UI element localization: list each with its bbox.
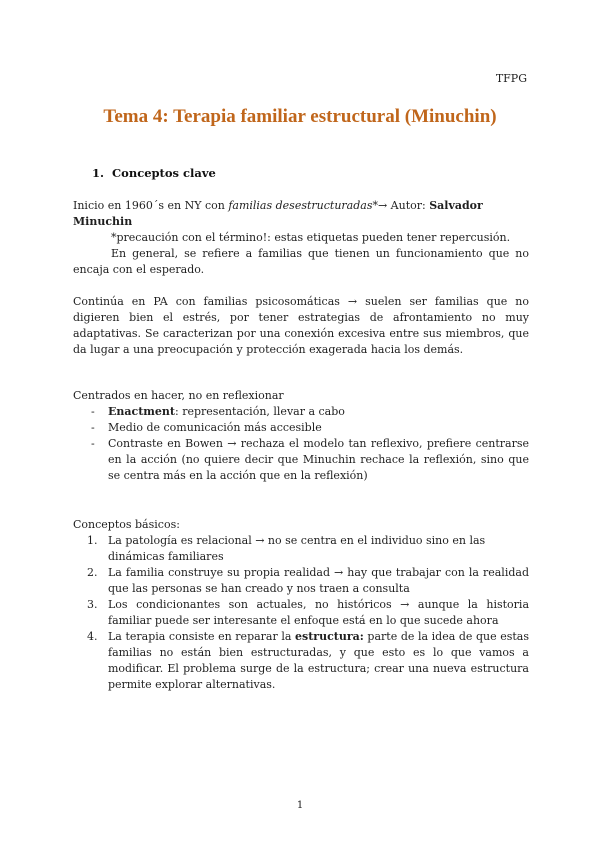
enactment-desc: : representación, llevar a cabo (175, 405, 345, 418)
item-text: La terapia consiste en reparar la (108, 630, 296, 643)
list-item: - Medio de comunicación más accesible (73, 420, 529, 436)
estructura-term: estructura: (295, 630, 364, 643)
list-item (73, 533, 529, 565)
author-name: Salvador Minuchin (73, 199, 483, 228)
item-number: 4. (87, 630, 98, 643)
item-text: parte de la idea de que estas familias no están bien estructuradas, y que esto es lo que vamos a modificar. El problema surge de la estructura; crear una nueva estructura permite explorar alternativas. (108, 630, 530, 691)
section-heading-text: Conceptos clave (112, 166, 216, 180)
item-number: 1. (87, 534, 98, 547)
header-initials: TFPG (495, 72, 527, 85)
list-item (73, 629, 529, 693)
intro-general: En general, se refiere a familias que tienen un funcionamiento que no encaja con el esperado. (73, 247, 529, 276)
enactment-term: Enactment (108, 405, 176, 418)
item-number: 2. (87, 566, 98, 579)
item-number: 3. (87, 598, 98, 611)
intro-note: *precaución con el término!: estas etiquetas pueden tener repercusión. (111, 231, 511, 244)
centrados-section (73, 388, 529, 484)
intro-italic: familias desestructuradas* (228, 199, 378, 212)
intro-line (73, 198, 529, 230)
list-item: - Contraste en Bowen → rechaza el modelo tan reflexivo, prefiere centrarse en la acción (no quiere decir que Minuchin rechace la reflexión, sino que se centra más en la acción que en la reflexión) (73, 436, 529, 484)
intro-paragraph (73, 198, 529, 278)
list-item (73, 565, 529, 597)
basicos-lead: Conceptos básicos: (73, 518, 180, 531)
page-number: 1 (296, 800, 304, 811)
pa-paragraph: Continúa en PA con familias psicosomáticas → suelen ser familias que no digieren bien el estrés, por tener estrategias de afrontamiento no muy adaptativas. Se caracterizan por una conexión excesiva entre sus miembros, que da lugar a una preocupación y protección exagerada hacia los demás. (73, 295, 529, 356)
list-item (73, 404, 529, 420)
centrados-list (73, 404, 529, 484)
basicos-section (73, 517, 529, 693)
centrados-lead: Centrados en hacer, no en reflexionar (73, 389, 284, 402)
intro-arrow-text: → Autor: (377, 199, 430, 212)
item-text: La patología es relacional → no se centra en el individuo sino en las dinámicas familiares (108, 534, 486, 563)
basicos-list (73, 533, 529, 693)
item-text: La familia construye su propia realidad → hay que trabajar con la realidad que las personas se han creado y nos traen a consulta (108, 566, 529, 595)
section-number: 1. (92, 166, 105, 180)
section-heading (92, 166, 216, 180)
list-item (73, 597, 529, 629)
item-text: Los condicionantes son actuales, no históricos → aunque la historia familiar puede ser interesante el enfoque está en lo que sucede ahora (108, 598, 529, 627)
intro-text: Inicio en 1960´s en NY con (73, 199, 229, 212)
page-title: Tema 4: Terapia familiar estructural (Minuchin) (103, 106, 497, 127)
